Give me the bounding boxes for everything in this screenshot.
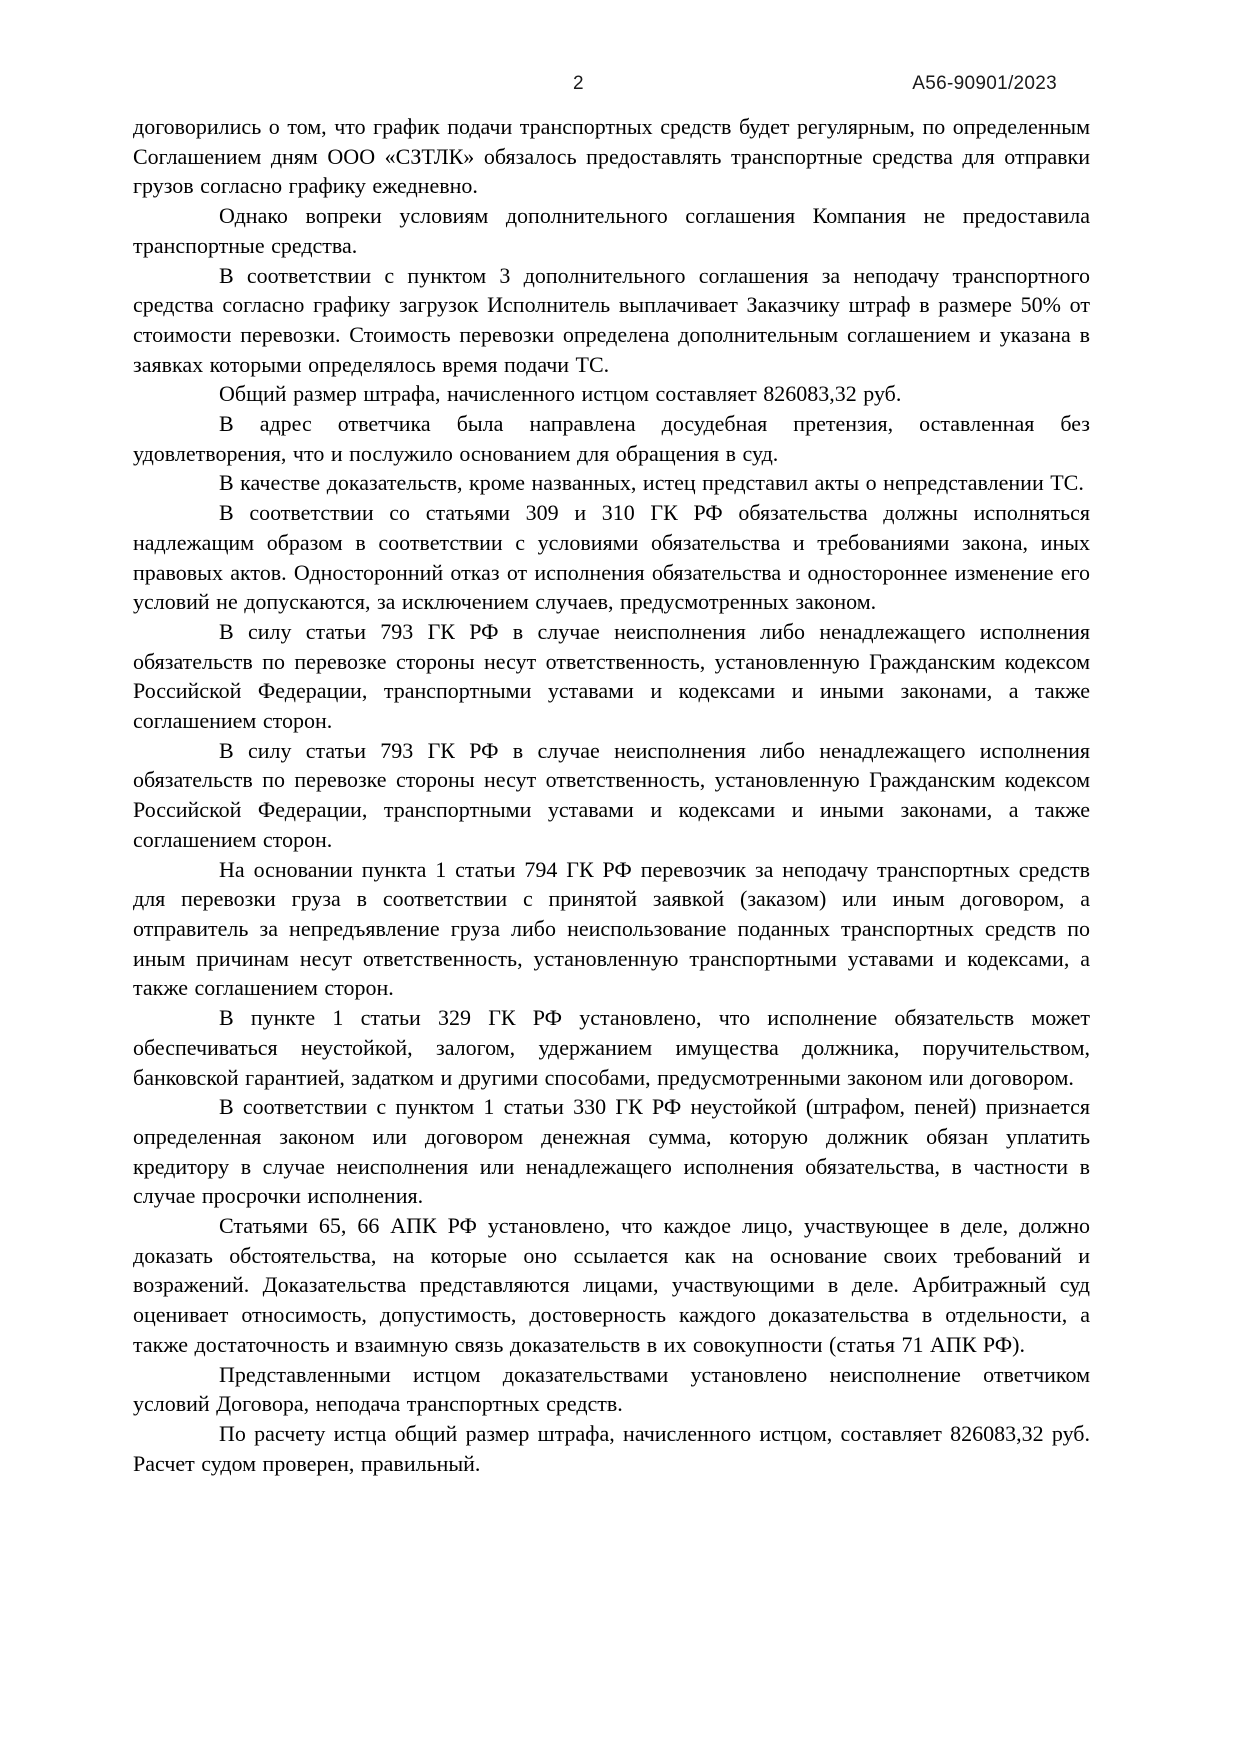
- paragraph: В соответствии с пунктом 3 дополнительного соглашения за неподачу транспортного средства согласно графику загрузок Исполнитель выплачивает Заказчику штраф в размере 50% от стоимости перевозки. Стоимость перевозки определена дополнительным соглашением и указана в заявках которыми определялось время подачи ТС.: [133, 262, 1090, 377]
- paragraph: договорились о том, что график подачи транспортных средств будет регулярным, по определенным Соглашением дням ООО «СЗТЛК» обязалось предоставлять транспортные средства для отправки грузов согласно графику ежедневно.: [133, 114, 1090, 199]
- paragraph: Представленными истцом доказательствами установлено неисполнение ответчиком условий Договора, неподача транспортных средств.: [133, 1361, 1090, 1417]
- paragraph: Однако вопреки условиям дополнительного соглашения Компания не предоставила транспортные средства.: [133, 203, 1090, 258]
- page-number: 2: [573, 73, 584, 94]
- paragraph: В силу статьи 793 ГК РФ в случае неисполнения либо ненадлежащего исполнения обязательств по перевозке стороны несут ответственность, установленную Гражданским кодексом Российской Федерации, транспортными уставами и кодексами и иными законами, а также соглашением сторон.: [133, 737, 1090, 852]
- document-text: [133, 112, 1090, 1478]
- paragraph: По расчету истца общий размер штрафа, начисленного истцом, составляет 826083,32 руб. Расчет судом проверен, правильный.: [133, 1420, 1090, 1476]
- paragraph: В адрес ответчика была направлена досудебная претензия, оставленная без удовлетворения, что и послужило основанием для обращения в суд.: [133, 411, 1090, 466]
- paragraph: Статьями 65, 66 АПК РФ установлено, что каждое лицо, участвующее в деле, должно доказать обстоятельства, на которые оно ссылается как на основание своих требований и возражений. Доказательства представляются лицами, участвующими в деле. Арбитражный суд оценивает относимость, допустимость, достоверность каждого доказательства в отдельности, а также достаточность и взаимную связь доказательств в их совокупности (статья 71 АПК РФ).: [133, 1213, 1090, 1357]
- paragraph: В силу статьи 793 ГК РФ в случае неисполнения либо ненадлежащего исполнения обязательств по перевозке стороны несут ответственность, установленную Гражданским кодексом Российской Федерации, транспортными уставами и кодексами и иными законами, а также соглашением сторон.: [133, 618, 1090, 734]
- paragraph: В пункте 1 статьи 329 ГК РФ установлено, что исполнение обязательств может обеспечиваться неустойкой, залогом, удержанием имущества должника, поручительством, банковской гарантией, задатком и другими способами, предусмотренными законом или договором.: [133, 1005, 1090, 1090]
- paragraph: В соответствии с пунктом 1 статьи 330 ГК РФ неустойкой (штрафом, пеней) признается определенная законом или договором денежная сумма, которую должник обязан уплатить кредитору в случае неисполнения или ненадлежащего исполнения обязательства, в частности в случае просрочки исполнения.: [133, 1094, 1090, 1209]
- paragraph: В соответствии со статьями 309 и 310 ГК РФ обязательства должны исполняться надлежащим образом в соответствии с условиями обязательства и требованиями закона, иных правовых актов. Односторонний отказ от исполнения обязательства и одностороннее изменение его условий не допускаются, за исключением случаев, предусмотренных законом.: [133, 500, 1090, 615]
- paragraph: В качестве доказательств, кроме названных, истец представил акты о непредставлении ТС.: [219, 470, 1084, 496]
- paragraph: На основании пункта 1 статьи 794 ГК РФ перевозчик за неподачу транспортных средств для перевозки груза в соответствии с принятой заявкой (заказом) или иным договором, а отправитель за непредъявление груза либо неиспользование поданных транспортных средств по иным причинам несут ответственность, установленную транспортными уставами и кодексами, а также соглашением сторон.: [133, 856, 1090, 1001]
- case-number: А56-90901/2023: [912, 73, 1057, 94]
- page-header: [133, 72, 1090, 98]
- paragraph: Общий размер штрафа, начисленного истцом составляет 826083,32 руб.: [219, 381, 902, 407]
